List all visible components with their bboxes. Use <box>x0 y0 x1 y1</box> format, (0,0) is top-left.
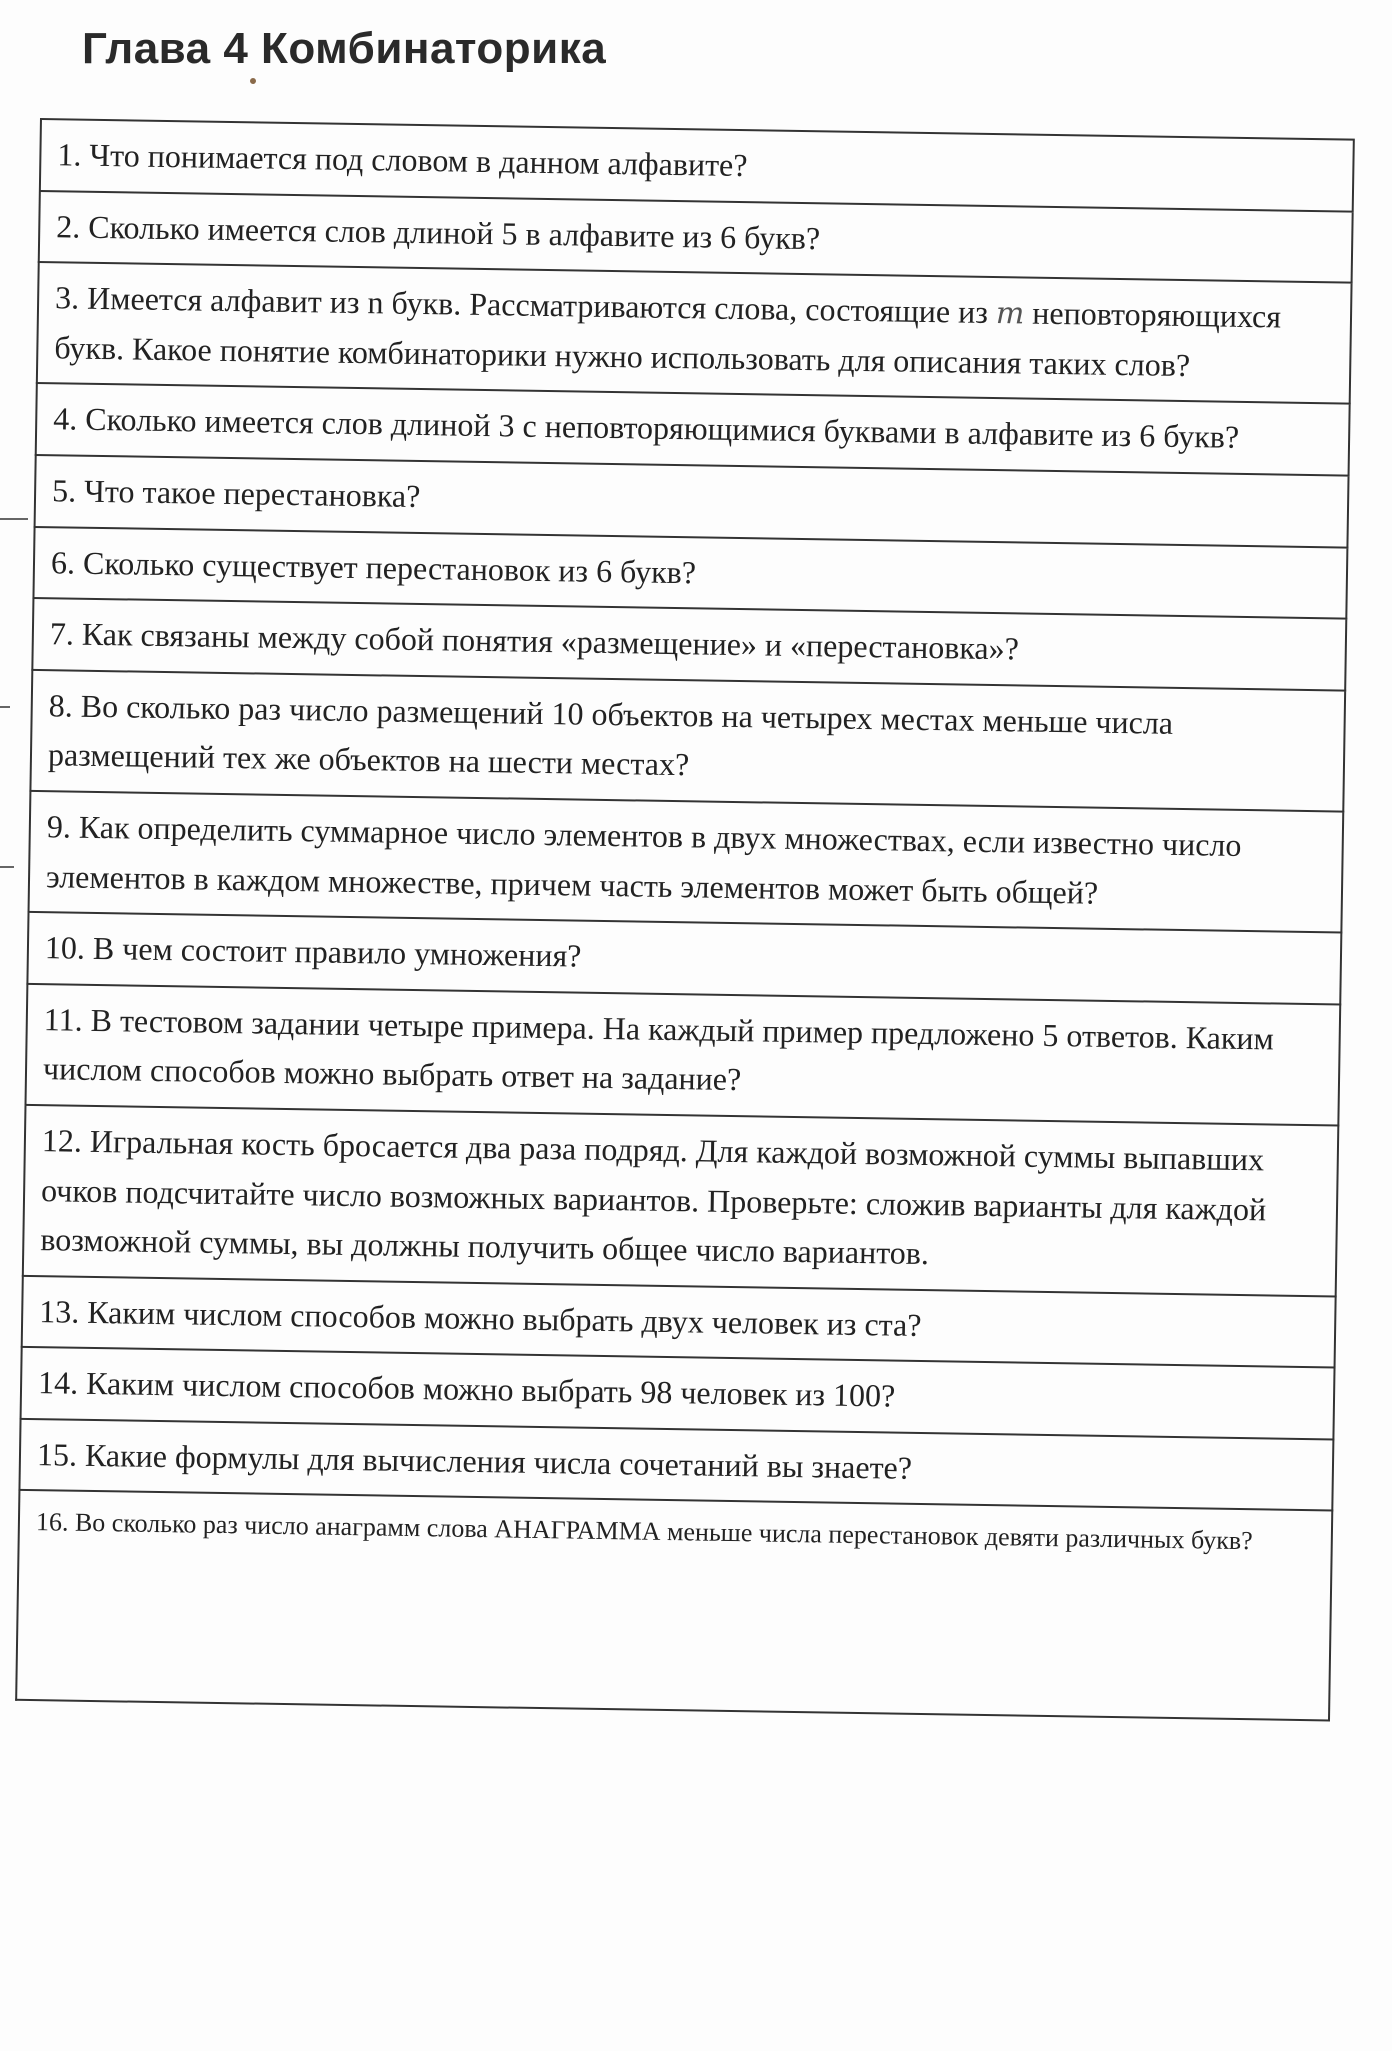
question-text: 2. Сколько имеется слов длиной 5 в алфавите из 6 букв? <box>56 207 821 256</box>
question-text: 3. Имеется алфавит из n букв. Рассматриваются слова, состоящие из <box>54 279 989 331</box>
margin-mark <box>0 518 28 520</box>
question-row-3 <box>36 263 1353 405</box>
ink-speck <box>250 78 256 84</box>
question-row-12 <box>22 1106 1340 1297</box>
question-row-16 <box>15 1491 1333 1722</box>
question-text: 7. Как связаны между собой понятия «размещение» и «перестановка»? <box>49 615 1020 667</box>
question-text: 12. Игральная кость бросается два раза подряд. Для каждой возможной суммы выпавших очков подсчитайте число возможных вариантов. Проверьте: сложив варианты для каждой возможной суммы, вы должны получить общее число вариантов. <box>40 1122 1267 1272</box>
question-text: 9. Как определить суммарное число элементов в двух множествах, если известно число элементов в каждом множестве, причем часть элементов может быть общей? <box>45 808 1242 911</box>
question-row-9 <box>28 792 1345 934</box>
chapter-title: Глава 4 Комбинаторика <box>82 24 607 73</box>
question-text: 6. Сколько существует перестановок из 6 букв? <box>50 543 697 590</box>
question-text: 11. В тестовом задании четыре примера. На каждый пример предложено 5 ответов. Каким числом способов можно выбрать ответ на задание? <box>42 1000 1275 1098</box>
question-row-8 <box>29 671 1346 813</box>
handwritten-annotation: m <box>995 296 1025 332</box>
questions-table <box>15 118 1355 1722</box>
question-text: 15. Какие формулы для вычисления числа сочетаний вы знаете? <box>36 1435 913 1486</box>
question-text: 4. Сколько имеется слов длиной 3 с неповторяющимися буквами в алфавите из 6 букв? <box>52 400 1240 456</box>
question-text: 5. Что такое перестановка? <box>51 472 421 514</box>
question-text: 1. Что понимается под словом в данном алфавите? <box>57 136 748 184</box>
question-text: 16. Во сколько раз число анаграмм слова АНАГРАММА меньше числа перестановок девяти различных букв? <box>35 1507 1253 1556</box>
question-text: 13. Каким числом способов можно выбрать двух человек из ста? <box>38 1292 922 1343</box>
question-text: 10. В чем состоит правило умножения? <box>44 929 582 974</box>
margin-mark <box>0 706 10 708</box>
margin-mark <box>0 866 14 868</box>
question-text: 14. Каким числом способов можно выбрать 98 человек из 100? <box>37 1364 896 1414</box>
question-row-11 <box>24 985 1341 1127</box>
question-text: 8. Во сколько раз число размещений 10 объектов на четырех местах меньше числа размещений тех же объектов на шести местах? <box>47 686 1174 783</box>
question-text-continued: неповторяющихся букв. Какое понятие комбинаторики нужно использовать для описания таких слов? <box>54 294 1282 383</box>
